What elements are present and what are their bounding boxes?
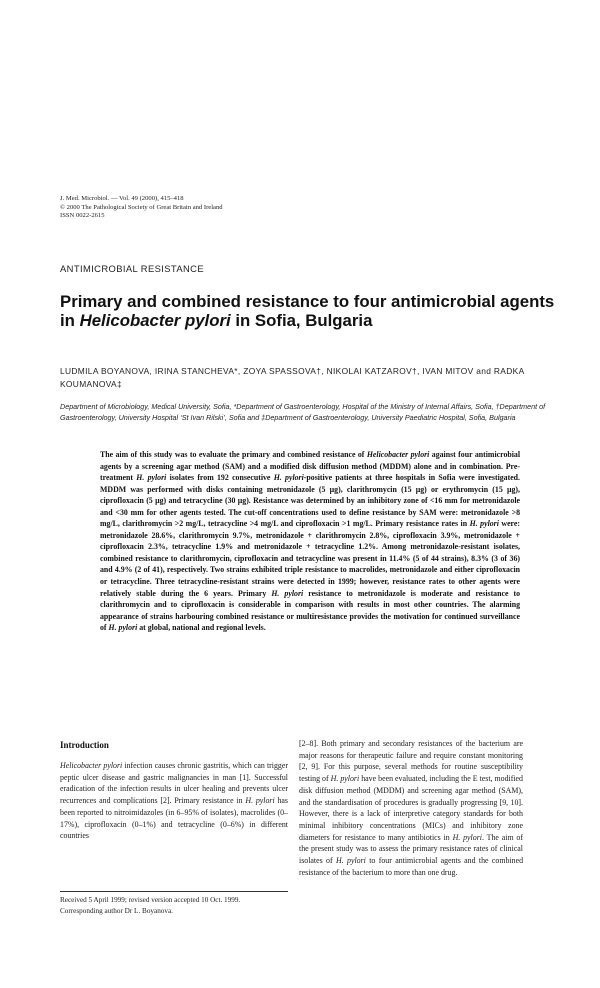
organism-name: H. pylori: [271, 588, 304, 598]
abstract-text: The aim of this study was to evaluate the primary and combined resistance of: [100, 450, 367, 459]
journal-citation: J. Med. Microbiol. — Vol. 49 (2000), 415–418: [60, 195, 184, 202]
body-column-right: [299, 738, 523, 878]
author-list: LUDMILA BOYANOVA, IRINA STANCHEVA*, ZOYA SPASSOVA†, NIKOLAI KATZAROV†, IVAN MITOV and RADKA KOUMANOVA‡: [60, 366, 525, 389]
article-title: [60, 292, 560, 330]
journal-info: [60, 195, 223, 221]
footnote-divider: [60, 891, 288, 892]
body-text: . The aim of the present study was to assess the primary resistance rates of clinical isolates of: [299, 832, 524, 866]
abstract: [100, 449, 520, 634]
abstract-text: resistance to metronidazole is moderate and resistance to clarithromycin and to ciprofloxacin is considerable in comparison with results in most other countries. The alarming appearance of strains harbouring combined resistance or multiresistance provides the motivation for continued surveillance of: [100, 588, 521, 633]
section-label: ANTIMICROBIAL RESISTANCE: [60, 263, 204, 274]
body-text: [2–8]. Both primary and secondary resistances of the bacterium are major reasons for therapeutic failure and require constant monitoring [2, 9]. For this purpose, several methods for routine susceptibility testing of: [299, 739, 523, 784]
corresponding-author-note: Corresponding author Dr L. Boyanova.: [60, 906, 173, 915]
abstract-text: were: metronidazole 28.6%, clarithromycin 9.7%, metronidazole + clarithromycin 2.8%, ciprofloxacin 3.9%, metronidazole + ciprofloxacin 2.3%, tetracycline 1.9% and metronidazole + tetracycline 1.2%. Among metronidazole-resistant isolates, combined resistance to clarithromycin, ciprofloxacin and tetracycline was present in 11.4% (5 of 44 strains), 8.3% (3 of 36) and 4.9% (2 of 41), respectively. Two strains exhibited triple resistance to macrolides, metronidazole and either ciprofloxacin or tetracycline. Three tetracycline-resistant strains were detected in 1999; however, resistance rates to other agents were relatively stable during the 6 years. Primary: [100, 519, 520, 598]
organism-name: Helicobacter pylori: [60, 761, 123, 770]
title-organism: Helicobacter pylori: [79, 311, 231, 330]
abstract-text: -positive patients at three hospitals in Sofia were investigated. MDDM was performed with disks containing metronidazole (5 µg), clarithromycin (15 µg) or erythromycin (15 µg), ciprofloxacin (5 µg) and tetracycline (30 µg). Resistance was determined by an inhibitory zone of <16 mm for metronidazole and <30 mm for other agents tested. The cut-off concentrations used to define resistance by SAM were: metronidazole >8 mg/L, clarithromycin >2 mg/L, tetracycline >4 mg/L and ciprofloxacin >1 mg/L. Primary resistance rates in: [100, 473, 521, 529]
body-text: to four antimicrobial agents and the combined resistance of the bacterium to more than one drug.: [299, 856, 524, 877]
organism-name: H. pylori: [452, 832, 482, 842]
received-note: Received 5 April 1999; revised version accepted 10 Oct. 1999.: [60, 896, 241, 904]
affiliations: Department of Microbiology, Medical University, Sofia, *Department of Gastroenterology, Hospital of the Ministry of Internal Affairs, Sofia, †Department of Gastroenterology, University Hospital ‘St Ivan Rilski’, Sofia and ‡Department of Gastroenterology, University Paediatric Hospital, Sofia, Bulgaria: [60, 402, 546, 422]
organism-name: H. pylori: [136, 473, 167, 483]
abstract-text: at global, national and regional levels.: [137, 623, 266, 633]
organism-name: H. pylori: [469, 519, 499, 529]
organism-name: H. pylori: [108, 623, 138, 633]
introduction-heading: Introduction: [60, 740, 109, 750]
title-part-2: in Sofia, Bulgaria: [230, 311, 373, 330]
journal-issn: ISSN 0022-2615: [60, 212, 105, 220]
organism-name: H. pylori: [335, 856, 366, 866]
footnotes: [60, 895, 288, 916]
organism-name: Helicobacter pylori: [366, 450, 430, 459]
body-text: have been evaluated, including the E test, modified disk diffusion method (MDDM) and screening agar method (SAM), and the standardisation of procedures is gradually progressing [9, 10]. However, there is a lack of interpretive category standards for both minimal inhibitory concentrations (MICs) and inhibitory zone diameters for resistance to many antibiotics in: [299, 774, 524, 842]
abstract-text: against four antimicrobial agents by a screening agar method (SAM) and a modified disk diffusion method (MDDM) alone and in combination. Pre-treatment: [100, 450, 521, 483]
body-text: infection causes chronic gastritis, which can trigger peptic ulcer disease and gastric malignancies in man [1]. Successful eradication of the infection results in ulcer healing and prevents ulcer recurrences and complications [2]. Primary resistance in: [60, 761, 288, 806]
organism-name: H. pylori: [273, 473, 304, 483]
body-text: has been reported to nitroimidazoles (in 6–95% of isolates), macrolides (0–17%), ciprofloxacin (0–1%) and tetracycline (0–6%) in different countries: [60, 796, 288, 841]
organism-name: H. pylori: [330, 774, 360, 784]
body-column-left: [60, 760, 288, 842]
abstract-text: isolates from 192 consecutive: [166, 473, 274, 483]
organism-name: H. pylori: [245, 796, 275, 806]
title-part-1: Primary and combined resistance to four antimicrobial agents in: [60, 292, 555, 330]
journal-copyright: © 2000 The Pathological Society of Great Britain and Ireland: [60, 203, 223, 211]
